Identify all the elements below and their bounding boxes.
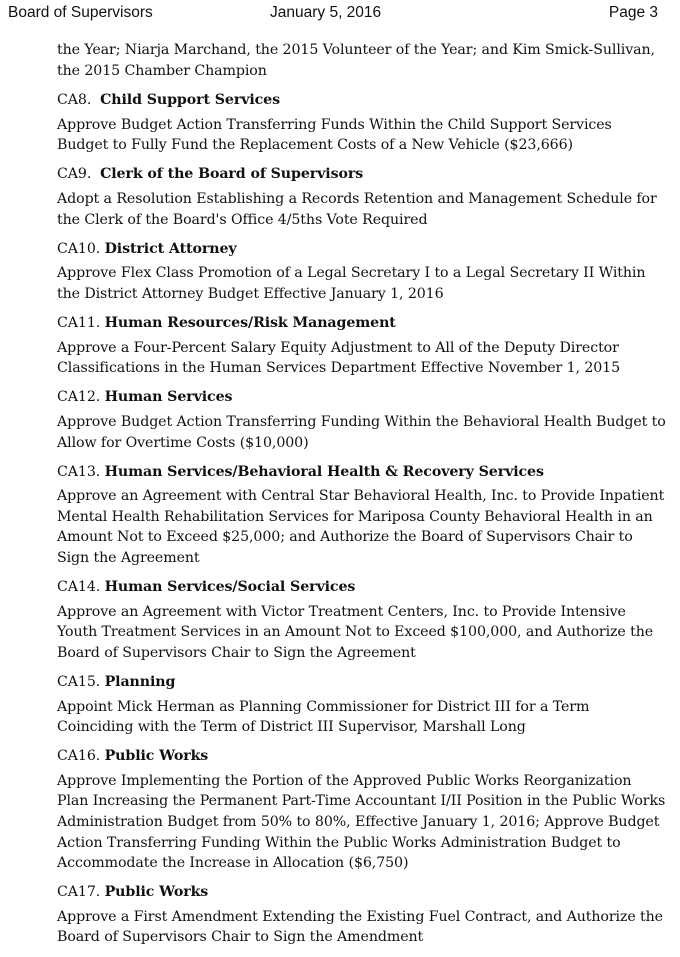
header-date: January 5, 2016: [270, 4, 382, 21]
agenda-item-ca10: [57, 239, 667, 305]
agenda-item-ca14: [57, 577, 667, 663]
continued-paragraph: the Year; Niarja Marchand, the 2015 Volunteer of the Year; and Kim Smick-Sullivan, the 2015 Chamber Champion: [57, 42, 655, 79]
agenda-item-title: Clerk of the Board of Supervisors: [100, 166, 364, 183]
agenda-item-title: Public Works: [104, 884, 209, 901]
agenda-item-title: Planning: [104, 673, 176, 690]
agenda-item-heading: [57, 577, 667, 598]
agenda-item-number: CA17.: [57, 884, 101, 901]
agenda-item-ca12: [57, 387, 667, 453]
agenda-item-ca17: [57, 882, 667, 948]
agenda-item-heading: [57, 882, 667, 903]
agenda-item-ca15: [57, 672, 667, 738]
agenda-item-heading: [57, 672, 667, 693]
agenda-item-number: CA8.: [57, 92, 92, 109]
agenda-item-ca16: [57, 746, 667, 874]
agenda-item-number: CA14.: [57, 579, 101, 596]
agenda-item-heading: [57, 313, 667, 334]
agenda-item-title: Human Services: [104, 389, 233, 406]
agenda-item-title: District Attorney: [104, 240, 237, 257]
agenda-item-ca8: [57, 90, 667, 156]
agenda-item-description: Approve Budget Action Transferring Funding Within the Behavioral Health Budget to Allow for Overtime Costs ($10,000): [57, 413, 666, 451]
agenda-item-description: Approve an Agreement with Victor Treatment Centers, Inc. to Provide Intensive Youth Treatment Services in an Amount Not to Exceed $100,000, and Authorize the Board of Supervisors Chair to Sign the Agreement: [57, 603, 654, 661]
agenda-item-description: Adopt a Resolution Establishing a Records Retention and Management Schedule for the Clerk of the Board's Office 4/5ths Vote Required: [57, 191, 657, 228]
agenda-item-heading: [57, 387, 667, 408]
agenda-item-number: CA15.: [57, 673, 101, 690]
agenda-item-number: CA9.: [57, 166, 92, 183]
agenda-item-title: Human Services/Social Services: [104, 579, 356, 596]
agenda-item-number: CA12.: [57, 389, 101, 406]
agenda-item-description: Approve an Agreement with Central Star Behavioral Health, Inc. to Provide Inpatient Mental Health Rehabilitation Services for Mariposa County Behavioral Health in an Amount Not to Exceed $25,000; and Authorize the Board of Supervisors Chair to Sign the Agreement: [57, 488, 665, 566]
agenda-item-ca9: [57, 164, 667, 230]
agenda-item-description: Approve Implementing the Portion of the Approved Public Works Reorganization Plan Increasing the Permanent Part-Time Accountant I/II Position in the Public Works Administration Budget from 50% to 80%, Effective January 1, 2016; Approve Budget Action Transferring Funding Within the Public Works Administration Budget to Accommodate the Increase in Allocation ($6,750): [57, 772, 666, 872]
agenda-item-heading: [57, 239, 667, 260]
agenda-item-number: CA16.: [57, 748, 101, 765]
agenda-item-title: Child Support Services: [100, 92, 280, 109]
agenda-item-heading: [57, 90, 667, 111]
agenda-item-description: Appoint Mick Herman as Planning Commissioner for District III for a Term Coinciding with the Term of District III Supervisor, Marshall Long: [57, 698, 590, 736]
agenda-item-title: Human Services/Behavioral Health & Recovery Services: [104, 463, 544, 480]
header-board-name: Board of Supervisors: [8, 4, 153, 21]
agenda-item-description: Approve a First Amendment Extending the Existing Fuel Contract, and Authorize the Board of Supervisors Chair to Sign the Amendment: [57, 908, 663, 946]
agenda-item-heading: [57, 462, 667, 483]
agenda-item-title: Public Works: [104, 748, 209, 765]
agenda-item-description: Approve Flex Class Promotion of a Legal Secretary I to a Legal Secretary II Within the District Attorney Budget Effective January 1, 2016: [57, 265, 646, 302]
agenda-item-title: Human Resources/Risk Management: [104, 315, 396, 332]
agenda-item-number: CA11.: [57, 315, 101, 332]
agenda-item-number: CA10.: [57, 240, 101, 257]
agenda-item-heading: [57, 746, 667, 767]
agenda-item-heading: [57, 164, 667, 185]
agenda-item-number: CA13.: [57, 463, 101, 480]
agenda-item-ca11: [57, 313, 667, 379]
agenda-content: [57, 40, 667, 957]
page-header: [0, 4, 680, 26]
agenda-item-ca13: [57, 462, 667, 569]
header-page-number: Page 3: [608, 4, 658, 21]
agenda-item-description: Approve a Four-Percent Salary Equity Adjustment to All of the Deputy Director Classifications in the Human Services Department Effective November 1, 2015: [57, 339, 621, 377]
agenda-item-description: Approve Budget Action Transferring Funds Within the Child Support Services Budget to Fully Fund the Replacement Costs of a New Vehicle ($23,666): [57, 116, 612, 154]
